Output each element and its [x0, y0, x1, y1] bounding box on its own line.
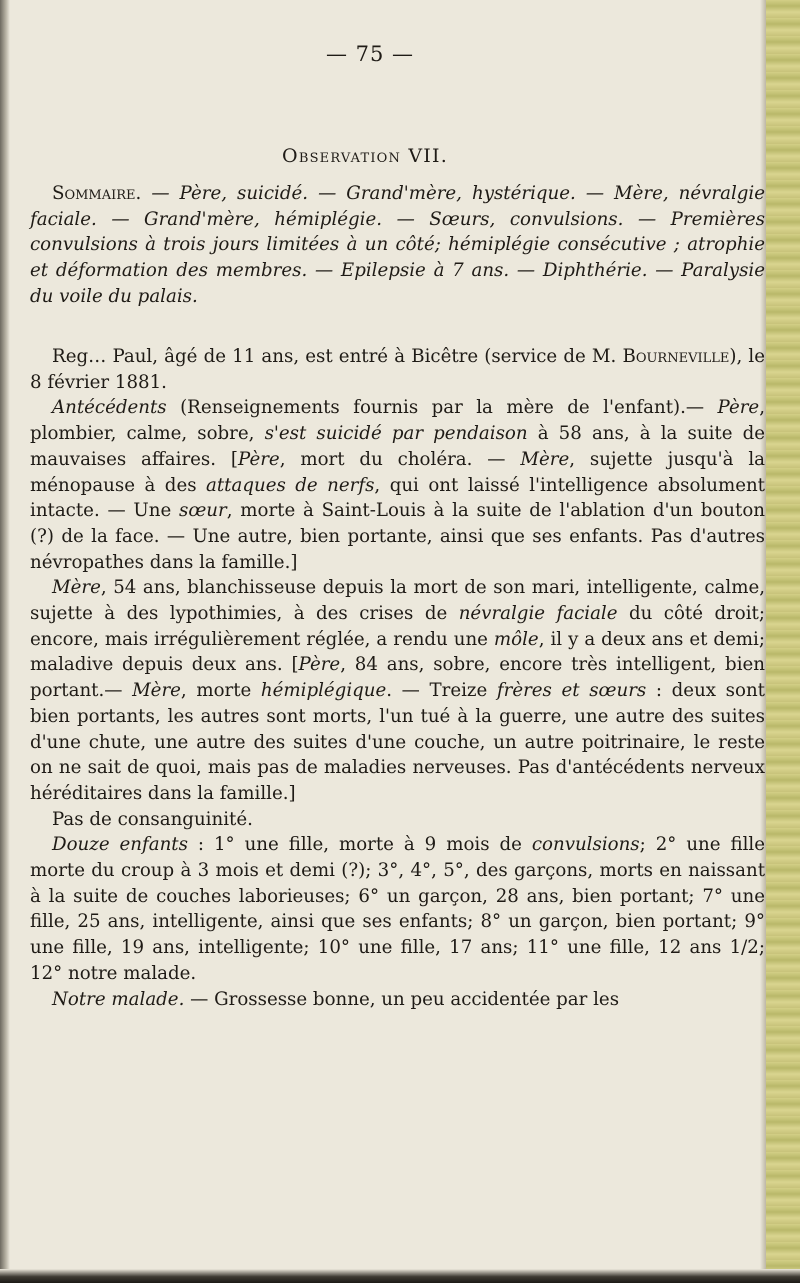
paragraph-patient: Reg… Paul, âgé de 11 ans, est entré à Bicêtre (service de M. Bourneville), le 8 février 1881. [30, 346, 765, 393]
paragraph-mother: Mère, 54 ans, blanchisseuse depuis la mort de son mari, intelligente, calme, sujette à des lypothimies, à des crises de névralgie faciale du côté droit; encore, mais irrégulièrement réglée, a rendu une môle, il y a deux ans et demi; maladive depuis deux ans. [Père, 84 ans, sobre, encore très intelligent, bien portant.— Mère, morte hémiplégique. — Treize frères et sœurs : deux sont bien portants, les autres sont morts, l'un tué à la guerre, une autre des suites d'une chute, une autre des suites d'une couche, un autre poitrinaire, le reste on ne sait de quoi, mais pas de maladies nerveuses. Pas d'antécédents nerveux héréditaires dans la famille.] [30, 577, 765, 804]
physician-name: Bourneville [622, 346, 730, 367]
antecedents-label: Antécédents [52, 397, 167, 419]
summary-lead: Sommaire. [52, 183, 142, 204]
page-gutter-shadow [0, 0, 10, 1283]
page-stack-edge [766, 0, 800, 1283]
patient-label: Notre malade. [52, 988, 185, 1010]
children-label: Douze enfants [52, 834, 188, 856]
page-bottom-edge [0, 1269, 800, 1283]
observation-body [30, 344, 765, 1012]
summary-text: — Père, suicidé. — Grand'mère, hystérique. — Mère, névralgie faciale. — Grand'mère, hémiplégie. — Sœurs, convulsions. — Premières convulsions à trois jours limitées à un côté; hémiplégie consécutive ; atrophie et déformation des membres. — Epilepsie à 7 ans. — Diphthérie. — Paralysie du voile du palais. [30, 183, 765, 307]
observation-heading: Observation VII. [282, 145, 448, 167]
paragraph-children: Douze enfants : 1° une fille, morte à 9 mois de convulsions; 2° une fille morte du croup à 3 mois et demi (?); 3°, 4°, 5°, des garçons, morts en naissant à la suite de couches laborieuses; 6° un garçon, 28 ans, bien portant; 7° une fille, 25 ans, intelligente, ainsi que ses enfants; 8° un garçon, bien portant; 9° une fille, 19 ans, intelligente; 10° une fille, 17 ans; 11° une fille, 12 ans 1/2; 12° notre malade. [30, 834, 766, 984]
paragraph-consanguinity: Pas de consanguinité. [52, 808, 253, 830]
summary-paragraph [30, 181, 765, 310]
paragraph-antecedents: Antécédents (Renseignements fournis par la mère de l'enfant).— Père, plombier, calme, sobre, s'est suicidé par pendaison à 58 ans, à la suite de mauvaises affaires. [Père, mort du choléra. — Mère, sujette jusqu'à la ménopause à des attaques de nerfs, qui ont laissé l'intelligence absolument intacte. — Une sœur, morte à Saint-Louis à la suite de l'ablation d'un bouton (?) de la face. — Une autre, bien portante, ainsi que ses enfants. Pas d'autres névropathes dans la famille.] [30, 397, 765, 573]
page-number: — 75 — [325, 42, 415, 66]
paragraph-patient-history: Notre malade. — Grossesse bonne, un peu accidentée par les [52, 988, 620, 1010]
